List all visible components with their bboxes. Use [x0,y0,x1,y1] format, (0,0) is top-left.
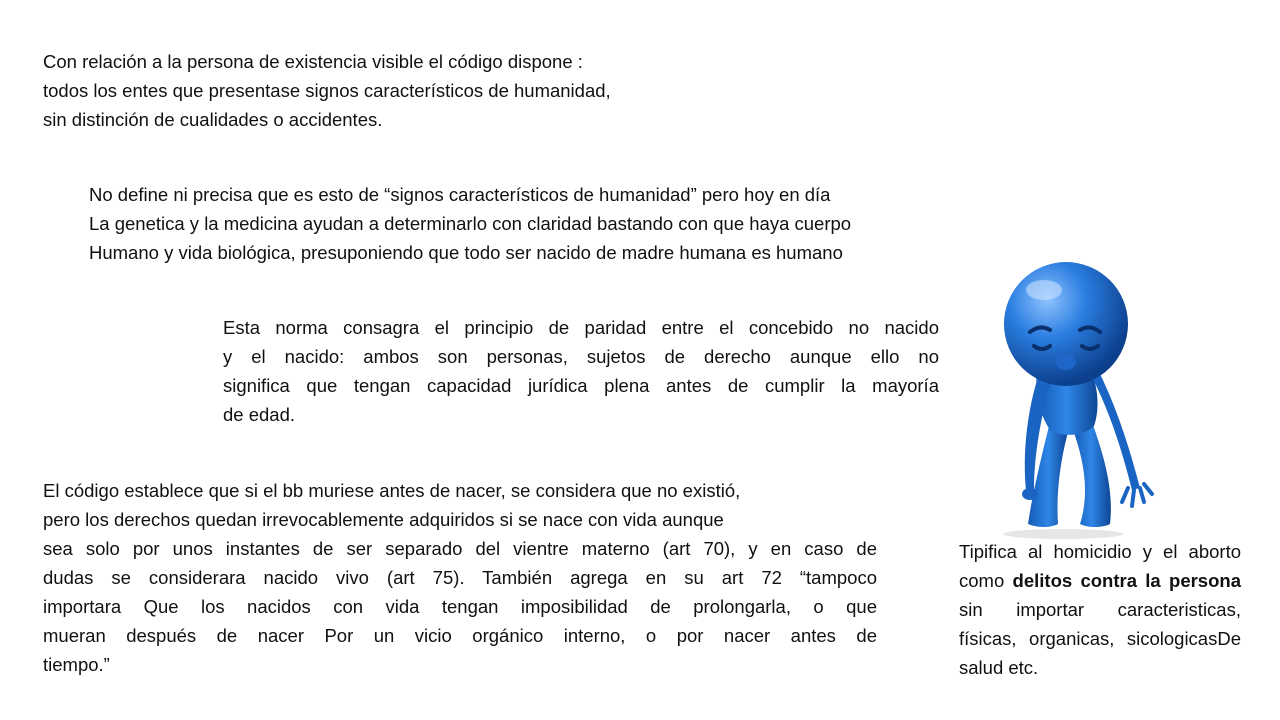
intro-line: Con relación a la persona de existencia visible el código dispone : [43,51,583,72]
code-rule-paragraph [43,476,877,679]
definition-paragraph [89,180,999,267]
definition-line: La genetica y la medicina ayudan a determinarlo con claridad bastando con que haya cuerpo [89,213,852,234]
intro-line: todos los entes que presentase signos característicos de humanidad, [43,80,611,101]
code-rule-line: pero los derechos quedan irrevocablemente adquiridos si se nace con vida aunque [43,509,724,530]
parity-line: significa que tengan capacidad jurídica plena antes de cumplir la mayoría [223,375,939,396]
definition-line: No define ni precisa que es esto de “signos característicos de humanidad” pero hoy en día [89,184,831,205]
parity-line: de edad. [223,404,296,425]
code-rule-line: mueran después de nacer Por un vicio orgánico interno, o por nacer antes de [43,625,877,646]
parity-line: y el nacido: ambos son personas, sujetos de derecho aunque ello no [223,346,939,367]
code-rule-line: tiempo.” [43,654,110,675]
intro-paragraph [43,47,763,134]
code-rule-line: El código establece que si el bb muriese antes de nacer, se considera que no existió, [43,480,741,501]
intro-line: sin distinción de cualidades o accidentes. [43,109,383,130]
code-rule-line: importara Que los nacidos con vida tengan imposibilidad de prolongarla, o que [43,596,877,617]
sad-blue-figure-icon [968,262,1168,542]
parity-paragraph [223,313,939,429]
code-rule-line: dudas se considerara nacido vivo (art 75). También agrega en su art 72 “tampoco [43,567,877,588]
sidebar-note-text-end: sin importar caracteristicas, físicas, organicas, sicologicasDe salud etc. [959,599,1241,678]
sidebar-note-bold: delitos contra la persona [1012,570,1241,591]
code-rule-line: sea solo por unos instantes de ser separado del vientre materno (art 70), y en caso de [43,538,877,559]
sidebar-note-text: Tipifica al homicidio y el aborto como [959,541,1241,591]
definition-line: Humano y vida biológica, presuponiendo que todo ser nacido de madre humana es humano [89,242,843,263]
sidebar-note [959,537,1241,682]
parity-line: Esta norma consagra el principio de paridad entre el concebido no nacido [223,317,939,338]
